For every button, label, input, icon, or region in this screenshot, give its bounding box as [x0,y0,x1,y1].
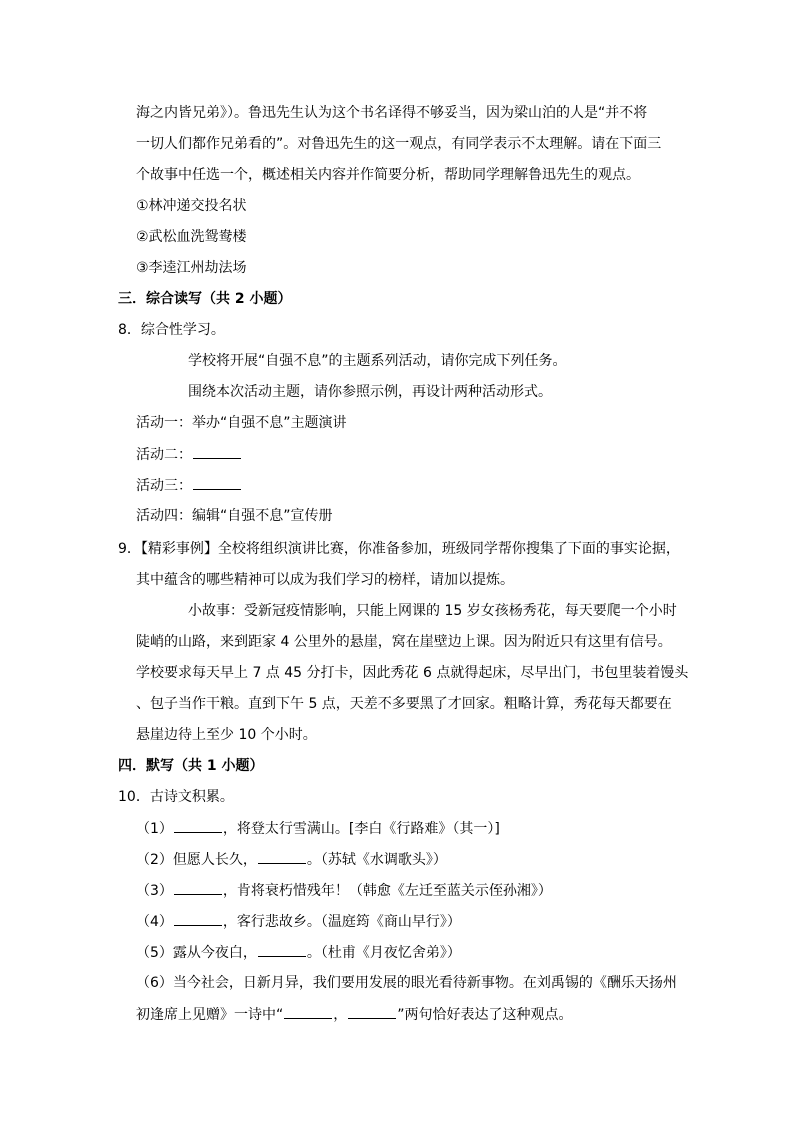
q7-line-1: 海之内皆兄弟》）。鲁迅先生认为这个书名译得不够妥当，因为梁山泊的人是“并不将 [136,105,648,121]
q10-item-2-source: 。（苏轼《水调歌头》） [306,852,447,868]
answer-blank[interactable] [174,818,222,833]
q8-activity-2 [136,444,242,465]
q10-item-5-source: 。（杜甫《月夜忆舍弟》） [306,945,461,961]
q10-item-1-number: （1） [136,821,173,837]
q8-paragraph-2: 围绕本次活动主题，请你参照示例，再设计两种活动形式。 [188,384,552,400]
q9-story-1: 小故事：受新冠疫情影响，只能上网课的 15 岁女孩杨秀花，每天要爬一个小时 [188,603,677,619]
answer-blank[interactable] [174,880,222,895]
q10-item-4 [136,911,461,932]
q8-activity-4: 活动四：编辑“自强不息”宣传册 [136,508,333,524]
q9-line-1: 9．【精彩事例】全校将组织演讲比赛，你准备参加，班级同学帮你搜集了下面的事实论据， [118,541,680,557]
section-4-title: 四．默写（共 1 小题） [118,758,264,774]
q8-activity-3 [136,475,242,496]
q8-activity-3-label: 活动三： [136,478,192,494]
q8-activity-1: 活动一：举办“自强不息”主题演讲 [136,415,347,431]
q8-title: 8．综合性学习。 [118,322,225,338]
answer-blank[interactable] [284,1004,332,1019]
q7-line-2: 一切人们都作兄弟看的”。对鲁迅先生的这一观点，有同学表示不太理解。请在下面三 [136,136,662,152]
q9-line-2: 其中蕴含的哪些精神可以成为我们学习的榜样，请加以提炼。 [136,572,514,588]
answer-blank[interactable] [193,444,241,459]
q7-line-3: 个故事中任选一个，概述相关内容并作简要分析，帮助同学理解鲁迅先生的观点。 [136,167,640,183]
q10-item-1-text: ，将登太行雪满山。[李白《行路难》（其一）] [222,821,500,837]
q7-option-1: ①林冲递交投名状 [136,198,247,214]
q10-item-2-text: （2）但愿人长久， [136,852,257,868]
q10-item-6-line-1: （6）当今社会，日新月异，我们要用发展的眼光看待新事物。在刘禹锡的《酬乐天扬州 [136,975,677,991]
q10-item-5-text: （5）露从今夜白， [136,945,257,961]
q10-item-5 [136,942,461,963]
q8-activity-2-label: 活动二： [136,447,192,463]
answer-blank[interactable] [193,475,241,490]
q10-item-1 [136,818,500,839]
q7-option-2: ②武松血洗鸳鸯楼 [136,229,247,245]
q7-option-3: ③李逵江州劫法场 [136,260,247,276]
q10-item-2 [136,849,447,870]
q10-item-3 [136,880,552,901]
q10-item-4-text: ，客行悲故乡。（温庭筠《商山早行》） [222,914,461,930]
q9-story-2: 陡峭的山路，来到距家 4 公里外的悬崖，窝在崖壁边上课。因为附近只有这里有信号。 [136,634,672,650]
answer-blank[interactable] [174,911,222,926]
answer-blank[interactable] [258,942,306,957]
q10-item-3-text: ，肯将衰朽惜残年！（韩愈《左迁至蓝关示侄孙湘》） [222,883,552,899]
q10-item-6-text-a: 初逢席上见赠》一诗中“ [136,1007,284,1023]
q10-item-3-number: （3） [136,883,173,899]
answer-blank[interactable] [348,1004,396,1019]
section-3-title: 三．综合读写（共 2 小题） [118,291,292,307]
answer-blank[interactable] [258,849,306,864]
q10-item-6-text-b: ”两句恰好表达了这种观点。 [397,1007,573,1023]
q10-item-6-comma: ， [333,1007,348,1023]
q10-title: 10．古诗文积累。 [118,789,234,805]
q8-paragraph-1: 学校将开展“自强不息”的主题系列活动，请你完成下列任务。 [188,353,567,369]
q10-item-6-line-2 [136,1004,573,1025]
q9-story-3: 学校要求每天早上 7 点 45 分打卡，因此秀花 6 点就得起床，尽早出门，书包里装着馒头 [136,665,689,681]
q9-story-5: 悬崖边待上至少 10 个小时。 [136,727,317,743]
q10-item-4-number: （4） [136,914,173,930]
q9-story-4: 、包子当作干粮。直到下午 5 点，天差不多要黑了才回家。粗略计算，秀花每天都要在 [136,696,672,712]
